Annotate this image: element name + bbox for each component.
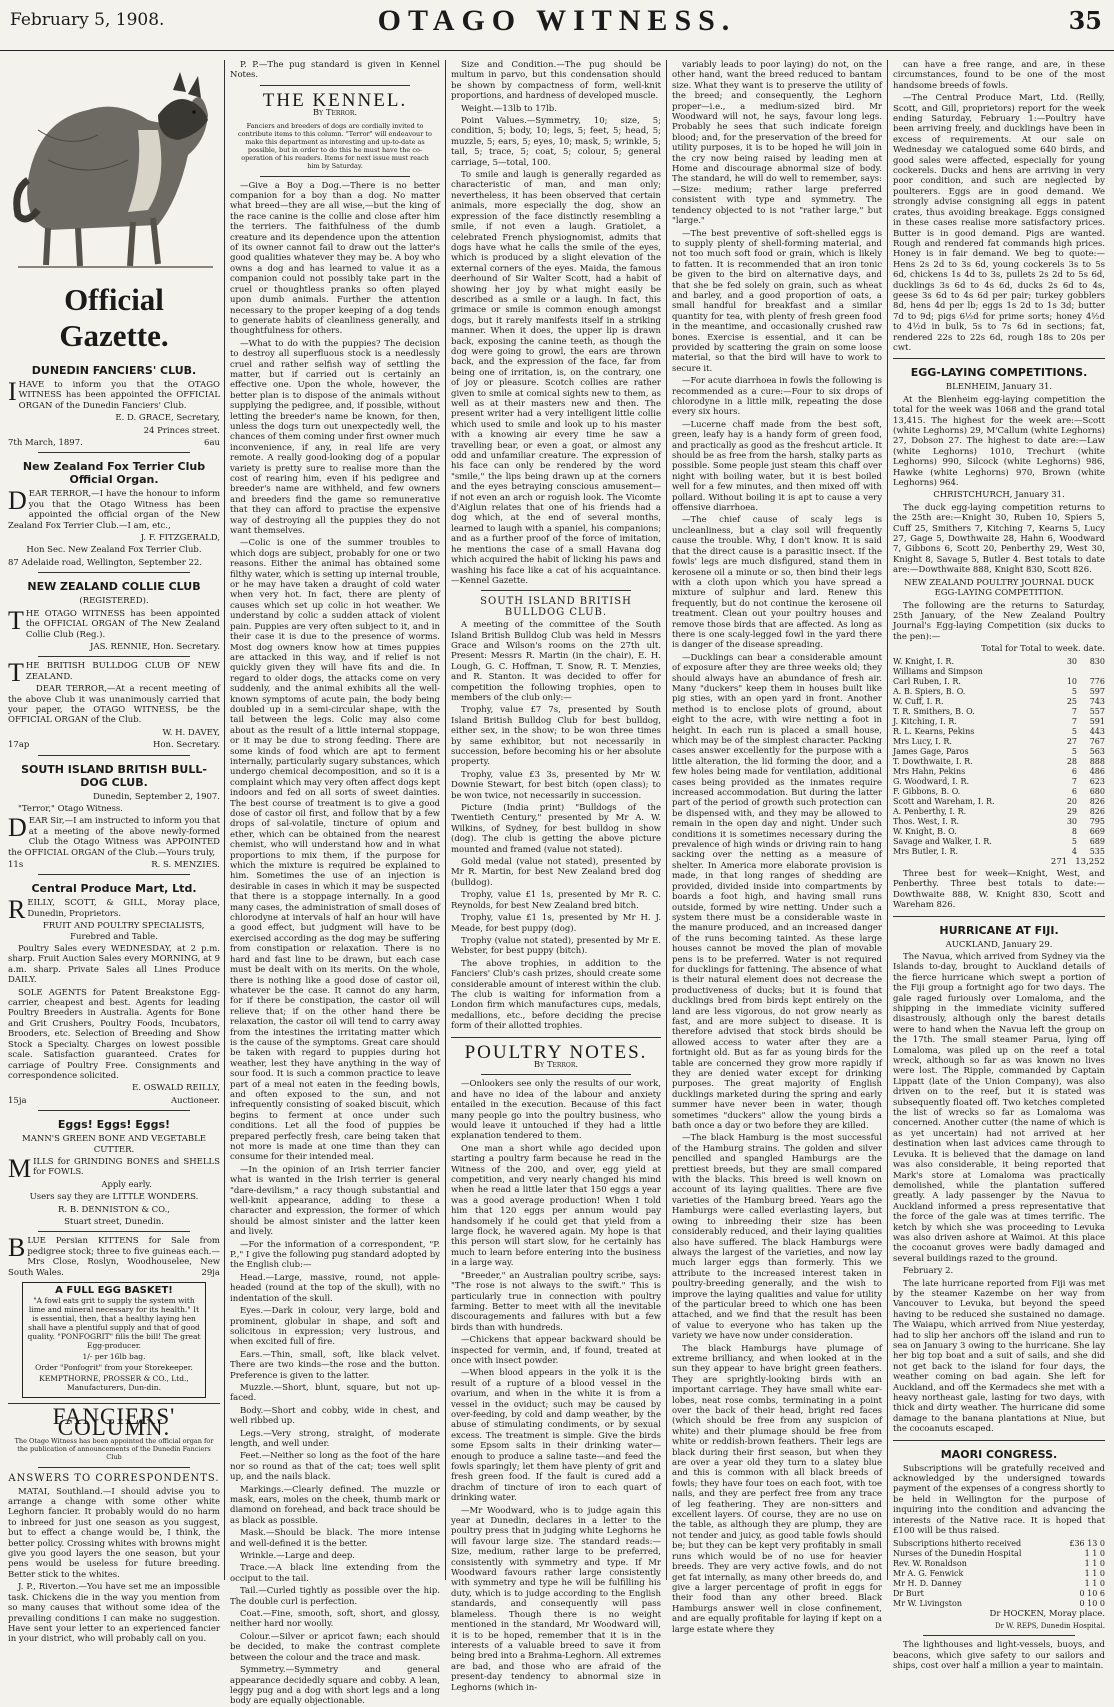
table-row [893,737,1105,747]
kennel-paragraph: —For the information of a correspondent, "P. P.," I give the following pug standard adopted by the English club:— [230,1239,440,1271]
collie-club-notice: THE OTAGO WITNESS has been appointed the OFFICIAL ORGAN of The New Zealand Collie Club (Reg.). [8,605,220,640]
cell-value: 1 1 0 [1084,1548,1105,1558]
fox-terrier-address: 87 Adelaide road, Wellington, September 22. [8,557,203,568]
cell-value: 689 [1089,836,1105,846]
cell-value: 795 [1089,816,1105,826]
kennel-title: THE KENNEL. [262,89,408,111]
sibdc-paragraph: Trophy (value not stated), presented by Mr E. Webster, for best puppy (bitch). [451,935,661,957]
collie-club-heading: NEW ZEALAND COLLIE CLUB [27,580,201,594]
cell-name: Mr H. D. Danney [893,1578,962,1588]
egg-basket-price: 1/- per 16lb bag. [82,1352,146,1362]
table-row [893,747,1105,757]
table-row [893,657,1105,667]
cell-value: 20 [1066,796,1077,806]
poultry-paragraph: —For acute diarrhoea in fowls the following is recommended as a cure:—Four to six drops of chlorodyne in a little milk, repeating the dose every six hours. [672,376,882,418]
kennel-paragraph: Markings.—Clearly defined. The muzzle or mask, ears, moles on the cheek, thumb mark or diamond on forehead, and back trace should be as black as possible. [230,1484,440,1526]
si-bulldog-to: "Terror," Otago Witness. [18,803,124,814]
cell-value: 8 [1071,826,1077,836]
table-row [893,757,1105,767]
poultry-paragraphs [451,1079,661,1693]
pp-note: P. P.—The pug standard is given in Kennel Notes. [230,60,440,81]
si-bulldog-date: Dunedin, September 2, 1907. [92,791,220,802]
dunedin-club-heading: DUNEDIN FANCIERS' CLUB. [31,364,197,377]
table-row [893,847,1105,857]
cell-value: 557 [1089,706,1105,716]
table-row [893,717,1105,727]
cell-name: Mrs Hahn, Pekins [893,766,966,776]
cell-value: 776 [1089,676,1105,686]
cell-value: 27 [1066,736,1077,746]
egg-laying-heading: EGG-LAYING COMPETITIONS. [910,366,1088,380]
cell-value: 1 1 0 [1084,1578,1105,1588]
christchurch-dateline: CHRISTCHURCH, January 31. [933,490,1065,501]
answers-heading: ANSWERS TO CORRESPONDENTS. [8,1473,220,1485]
eggs-line2: MILLS for GRINDING BONES and SHELLS for FOWLS. [8,1153,220,1183]
duck-competition-table [893,657,1105,857]
collie-dog-image [8,60,220,274]
cell-value: 7 [1071,776,1077,786]
cell-name: W. Knight, B. O. [893,826,957,836]
masthead [0,0,1114,51]
sibdc-paragraph: Trophy, value £3 3s, presented by Mr W. Downie Stewart, for best bitch (open class); to be won twice, not necessarily in succession. [451,769,661,801]
poultry-paragraph: —Mr Woodward, who is to judge again this year at Dunedin, declares in a letter to the poultry press that in judging white Leghorns he will favour large size. The standard reads:—Size, medium, rather large to be preferred, consistently with symmetry and type. If Mr Woodward favours rather large consistently with symmetry and type he will be fulfilling his duty, which is to judge according to the English standards, and consequently will pass blameless. Though there is no weight mentioned in the standard, Mr Woodward will, it is to be hoped, remember that it is in the interests of a valuable breed to save it from being bred into a Brahma-Leghorn. All extremes are bad, and those who are afraid of the present-day tendency to abnormal size in Leghorns (which in- [451,1505,661,1693]
cell-name: Savage and Walker, I. R. [893,836,992,846]
cpm-code: 15ja Auctioneer. [8,1095,220,1106]
cell-value: 597 [1089,686,1105,696]
eggs-line3: Apply early. [101,1179,152,1190]
eggs-line1: MANN'S GREEN BONE AND VEGETABLE CUTTER. [22,1134,206,1155]
hurricane-paragraphs [893,952,1105,1435]
sibdc-paragraph: A meeting of the committee of the South Island British Bulldog Club was held in Messrs Grace and Wilson's rooms on the 27th ult. Present: Messrs R. Martin (in the chair), E. H. Lough, G. C. Hoffman, T. Snow, R. T. Menzies, and R. Stanton. It was decided to offer for competition the following trophies, open to members of the club only:— [451,620,661,703]
blenheim-report: At the Blenheim egg-laying competition the total for the week was 1068 and the grand total 13,415. The highest for the week are:—Scott (white Leghorns) 29, M'Callum (white Leghorns) 27, Dobson 27. The highest to date are:—Law (white Leghorns) 1010, Trechurt (white Leghorns) 990, Silcock (white Leghorns) 986, Hawke (white Leghorns) 970, Brown (white Leghorns) 964. [893,394,1105,489]
cell-name: R. L. Kearns, Pekins [893,726,975,736]
sibdc-heading: SOUTH ISLAND BRITISH BULLDOG CLUB. [480,596,632,618]
column-2 [230,60,440,1707]
fox-terrier-title: Hon Sec. New Zealand Fox Terrier Club. [26,545,202,556]
cell-value: 888 [1089,756,1105,766]
cpm-heading: Central Produce Mart, Ltd. [31,882,197,896]
si-bulldog-signature: 11s R. S. MENZIES. [8,860,220,870]
poultry-paragraph: —Lucerne chaff made from the best soft, green, leafy hay is a handy form of green food, and practically as good as the freshcut article. It should be as free from the harsh, stalky parts as possible. Some people just steam this chaff over night with boiling water, but it is best boiled well for a few minutes, and then mixed off with pollard. Without boiling it is apt to cause a very offensive diarrhoea. [672,419,883,514]
poultry-paragraph: "Breeder," an Australian poultry scribe, says: "The rose is not always to the swift." This is particularly true in connection with poultry farming. Better to meet with all the inevitable discouragements and failures with but a few birds than with hundreds. [451,1270,661,1333]
cell-value: 623 [1089,776,1105,786]
kittens-ad: BLUE Persian KITTENS for Sale from pedigree stock; three to five guineas each.—Mrs Close, Roslyn, Woodhouselee, New South Wales. 29ja [8,1233,220,1278]
column-1 [8,60,220,1645]
bulldog-code: 17ap Hon. Secretary. [8,740,220,751]
si-bulldog-notice: DEAR Sir,—I am instructed to inform you that at a meeting of the above newly-formed Club the Otago Witness was APPOINTED the OFFICIAL ORGAN of the Club.—Yours truly, [8,813,220,858]
eggs-line5: R. B. DENNISTON & CO., [58,1204,170,1215]
cell-value: 486 [1089,766,1105,776]
subscriptions-table [893,1539,1105,1609]
three-best: Three best for week—Knight, West, and Penberthy. Three best totals to date:—Dowthwaite 888, W. Knight 830, Scott and Wareham 826. [893,868,1105,911]
hurricane-dateline: AUCKLAND, January 29. [945,939,1053,950]
cell-value: 443 [1089,726,1105,736]
cell-name: T. Dowthwaite, I. R. [893,756,973,766]
sibdc-paragraphs [451,620,661,1031]
cell-value: 535 [1089,846,1105,856]
pug-standard-continued [451,60,661,586]
maori-signature-2: Dr W. REPS, Dunedin Hospital. [995,1621,1105,1630]
cell-name: Scott and Wareham, I. R. [893,796,995,806]
cell-value: 25 [1066,696,1077,706]
cell-value: 680 [1089,786,1105,796]
dunedin-club-notice: IHAVE to inform you that the OTAGO WITNESS has been appointed the OFFICIAL ORGAN of the Dunedin Fanciers' Club. [8,377,220,411]
column-4 [672,60,883,1635]
cell-name: Subscriptions hitherto received [893,1538,1022,1548]
sibdc-paragraph: Picture (India print) "Bulldogs of the Twentieth Century," presented by Mr A. W. Wilkins, of Sydney, for best bulldog in show (dog). The club is getting the above picture mounted and framed (value not stated). [451,803,661,855]
answer-jp: J. P., Riverton.—You have set me an impossible task. Chickens die in the way you mention from so many causes that without some idea of the prevailing conditions I can make no suggestion. Have sent your letter to an experienced fancier in your district, who will probably call on you. [8,1582,220,1645]
issue-date: February 5, 1908. [10,10,165,30]
cell-value: 591 [1089,716,1105,726]
cell-name: Thos. West, I. R. [893,816,960,826]
table-row [893,1599,1105,1609]
column-rule [224,60,225,1580]
cell-name: Mrs Lucy, I. R. [893,736,952,746]
cell-value: 669 [1089,826,1105,836]
nzpj-col-head: Total for Total to week. date. [981,644,1105,655]
poultry-paragraph: —When blood appears in the yolk it is the result of a rupture of a blood vessel in the ovarium, and when in the white it is from a vessel in the oviduct; such may be caused by over-feeding, by cold and damp weather, by the abuse of stimulating condiments, or by sexual excess. The treatment is simple. Give the birds some Epsom salts in their drinking water—enough to produce a saline taste—and feed the fowls sparingly; let them have plenty of grit and fresh green food. If the fault is cured add a drachm of tincture of iron to each quart of drinking water. [451,1368,661,1504]
dunedin-address: 24 Princes street. [143,425,220,436]
table-row [893,677,1105,687]
table-row [893,707,1105,717]
kennel-paragraph: Trace.—A black line extending from the occiput to the tail. [230,1563,440,1584]
table-row [893,1589,1105,1599]
cell-value: 1 1 0 [1084,1558,1105,1568]
table-row [893,787,1105,797]
sibdc-paragraph: Trophy, value £1 1s, presented by Mr H. J. Meade, for best puppy (dog). [451,913,661,934]
blenheim-dateline: BLENHEIM, January 31. [945,382,1053,393]
maori-congress-body: Subscriptions will be gratefully received and acknowledged by the undersigned towards payment of the expenses of a congress shortly to be held in Wellington for the purpose of inquiring into the condition and advancing the interests of the Native race. It is hoped that £100 will be thus raised. [893,1463,1105,1537]
poultry-continued [672,60,882,1635]
market-paragraph: can have a free range, and are, in these circumstances, found to be one of the most handsome breeds of fowls. [893,60,1105,91]
lighthouse-note: The lighthouses and light-vessels, buoys, and beacons, which give safety to our sailors and ships, cost over half a million a year to maintain. [893,1640,1105,1672]
cell-name: Williams and Simpson [893,666,983,676]
cell-value: 0 10 6 [1079,1588,1105,1598]
cell-name: W. Cuff, I. R. [893,696,944,706]
cpm-agents: SOLE AGENTS for Patent Breakstone Egg-carrier, cheapest and best. Agents for leading Poultry Breeders in Australia. Agents for Bone and Grit Crushers, Poultry Foods, Incubators, Brooders, etc. Selection of Breeding and Show Stock a Specialty. Charges on lowest possible scale. Satisfaction guaranteed. Crates for carriage of Poultry Free. Consignments and correspondence solicited. [8,987,220,1081]
hurricane-paragraph: The late hurricane reported from Fiji was met by the steamer Kazembe on her way from Vancouver to Levuka, but beyond the speed having to be reduced she sustained no damage. The Waiapu, which arrived from Niue yesterday, had to slip her anchors off the island and run to sea on January 3 owing to the hurricane. She lay her big top boat and a suit of sails, and she did not get back to the island for four days, the weather coming on bad again. She left for Auckland, and off the Kermadecs she met with a heavy northeast gale, lasting for two days, with thick and dirty weather. The hurricane did some damage to the banana plantations at Niue, but the cocoanuts escaped. [893,1278,1105,1435]
poultry-byline: By Terror. [533,1059,579,1070]
column-3 [451,60,661,1693]
sibdc-paragraph: Trophy, value £1 1s, presented by Mr R. C. Reynolds, for best New Zealand bred bitch. [451,890,661,911]
kennel-paragraph: Body.—Short and cobby, wide in chest, and well ribbed up. [230,1405,440,1427]
cell-value: 5 [1071,686,1077,696]
cell-name: J. Kitching, I. R. [893,716,957,726]
market-paragraph: —The Central Produce Mart, Ltd. (Reilly, Scott, and Gill, proprietors) report for the week ending Saturday, February 1:—Poultry have been arriving freely, and ducklings have been in excess of requirements. At our sale on Wednesday we catalogued some 640 birds, and good sales were affected, especially for young cockerels. Ducks and hens are arriving in very poor condition, and such are neglected by poulterers. Eggs are in good demand. We strongly advise consigning all eggs in patent crates, thus avoiding breakage. Eggs consigned in these cases realise more satisfactory prices. Butter is in good demand. Pigs are wanted. Rough and rendered fat commands high prices. Honey is in fair demand. We beg to quote:—Hens 2s 2d to 3s 6d, young cockerels 3s to 5s 6d, chickens 1s 4d to 3s, pullets 2s 2d to 5s 6d, ducklings 3s 6d to 4s 6d, ducks 2s 6d to 4s, geese 3s 6d to 4s 6d per pair; turkey gobblers 8d, hens 4d per lb; eggs 1s 2d to 1s 3d; butter 7d to 9d; pigs 6½d for prime sorts; honey 4½d to 4½d in bulk, 5s to 7s 6d in sections; fat, rendered 22s to 22s 6d, rough 18s to 20s per cwt. [893,93,1105,353]
poultry-paragraph: One man a short while ago decided upon starting a poultry farm because he read in the Witness of the 200, and over, egg yield at competition, and very nearly changed his mind when he read a little later that 150 eggs a year was a good average production! When I told him that 120 eggs per annum would pay handsomely if he could get that yield from a large flock, he wavered again. My hope is that this person will start slow, for he certainly has much to learn before entering into the business in a large way. [451,1143,661,1269]
kennel-paragraph: Muzzle.—Short, blunt, square, but not up-faced. [230,1382,440,1404]
cell-value: 7 [1071,706,1077,716]
cell-name: Rev. W. Ronaldson [893,1558,967,1568]
kennel-paragraph: Head.—Large, massive, round, not apple-headed (round at the top of the skull), with no indentation of the skull. [230,1272,440,1304]
bulldog-club-heading: THE BRITISH BULLDOG CLUB OF NEW ZEALAND. [8,658,220,688]
poultry-paragraph: —Ducklings can bear a considerable amount of exposure after they are three weeks old; they should always have an abundance of fresh air. Many "duckers" keep them in houses built like pig sties, with an open yard in front. Another method is to enclose plots of ground, about eight to the acre, with wire netting a foot in height. In each run is placed a small house, which may be of the simplest character. Packing cases answer excellently for the purpose with a little alteration, the lid forming the door, and a few holes being made for ventilation, additional cases being provided as the inmates require increased accommodation. But during the latter part of the period of growth such protection can be dispensed with, and they may be allowed to remain in the open day and night. Under such conditions it is sometimes necessary during the prevalence of high winds or driving rain to hang sacking over the netting as a measure of shelter. In America more elaborate provision is made, in that long ranges of shedding are provided, divided inside into compartments by boards a foot high, and having small runs outside, formed by wire netting. Under such a system there must be a considerable waste in the manure produced, and an increased danger of the runs becoming tainted. As these large houses cannot be moved the plan of movable pens is to be preferred. Water is not required for ducklings for fattening. The absence of what is their natural element does not decrease the productiveness of ducks; but it is found that ducklings bred from birds kept entirely on the land are less vigorous, do not grow nearly as fast, and are more subject to disease. It is therefore advised that stock birds should be allowed access to water after they are a fortnight old. But as far as young birds for the table are concerned they grow more rapidly if they are denied water except for drinking purposes. The great majority of English ducklings marketed during the spring and early summer have never been in water, though sometimes "duckers" allow the young birds a bath once a day or two before they are killed. [672,652,882,1132]
column-rule [445,60,446,1580]
table-row [893,827,1105,837]
table-row [893,1569,1105,1579]
cell-name: A. Penberthy, I. R. [893,806,967,816]
cell-value: 826 [1089,796,1105,806]
cell-value: 30 [1066,816,1077,826]
fox-terrier-heading: New Zealand Fox Terrier Club Official Organ. [22,460,206,487]
cell-value: 0 10 0 [1079,1598,1105,1608]
cell-value [1077,667,1105,677]
cell-value: 5 [1071,836,1077,846]
cell-value: 5 [1071,746,1077,756]
fox-terrier-signature: J. F. FITZGERALD, [140,533,220,544]
cell-value: 743 [1089,696,1105,706]
cell-value: 826 [1089,806,1105,816]
poultry-paragraph: variably leads to poor laying) do not, on the other hand, want the breed reduced to bantam size. What they want is to preserve the utility of the breed; and consequently, the Leghorn proper—i.e., a medium-sized bird. Mr Woodward will not, he says, favour long legs. Probably he sees that such indicate foreign blood; and, for the preservation of the breed for utility purposes, it is to be hoped he will join in the cry now being raised by leading men at Home and discourage abnormal size of body. The standard, he will do well to remember, says:—Size: medium; rather large preferred consistent with type and symmetry. The tendency objected to is not "rather large," but "large." [672,60,882,227]
cell-value: 6 [1071,766,1077,776]
egg-basket-body: "A fowl eats grit to supply the system with lime and mineral necessary for its health." It is essential, then, that a healthy laying hen shall have a plentiful supply and that of good quality. "PONFOGRIT" fills the bill! The great Egg-producer. [27,1296,201,1351]
hamburg-and-market [893,60,1105,353]
cpm-signature: E. OSWALD REILLY, [132,1083,220,1094]
table-row [893,727,1105,737]
egg-basket-title: A FULL EGG BASKET! [55,1285,173,1296]
poultry-paragraph: —Chickens that appear backward should be inspected for vermin, and, if found, treated at once with insect powder. [451,1335,661,1366]
kennel-paragraph: To smile and laugh is generally regarded as characteristic of man, and man only; nevertheless, it has been observed that certain animals, more especially the dog, show an expression of the face distinctly resembling a smile, if not even a laugh. Gratiolet, a celebrated French physiognomist, admits that dogs have what he calls the smile of the eyes, which is produced by a slight elevation of the external corners of the eyes. Maida, the famous deerhound of Sir Walter Scott, had a habit of showing her joy by what might easily be described as a smile or a laugh. In fact, this grimace or smile is common enough amongst dogs, but it rarely manifests itself in a striking manner. When it does, the upper lip is drawn back, exposing the canine teeth, as though the dog were going to growl, the ears are thrown back, and the expression of the face, far from being one of irritation, is, on the contrary, one of joy or pleasure. Scotch collies are rather given to smile at comical sights new to them, as well as at their masters new and then. The present writer had a very intelligent little collie which used to smile and look up to his master with a knowing air every time he saw a travelling bear, or even a goat, or almost any odd and unfamiliar creature. The expression of his face can only be rendered by the word "smile," the lips being drawn up at the corners and the eyes betraying conscious amusement—if not even an arch or roguish look. The Vicomte d'Aiglun relates that one of his friends had a dog which, at the end of several months, learned to laugh with a spaniel, his companions; and as a further proof of the force of imitation, he mentions the case of a small Havana dog which acquired the habit of licking his paws and washing his face like a cat of his acquaintance.—Kennel Gazette. [451,170,661,586]
kennel-paragraph: Ears.—Thin, small, soft, like black velvet. There are two kinds—the rose and the button. Preference is given to the latter. [230,1349,440,1381]
kennel-byline: By Terror. [312,108,358,119]
cell-value: 1 1 0 [1084,1568,1105,1578]
cell-name: Dr Burt [893,1588,924,1598]
cell-value: 6 [1071,786,1077,796]
poultry-paragraph: —Onlookers see only the results of our work, and have no idea of the labour and anxiety entailed in the execution. Because of this fact many people go into the poultry business, who would leave it untouched if they had a little explanation tendered to them. [451,1079,661,1142]
kennel-paragraph: Feet.—Neither so long as the foot of the hare nor so round as that of the cat; toes well split up, and the nails black. [230,1451,440,1483]
kennel-paragraph: Colour.—Silver or apricot fawn; each should be decided, to make the contrast complete between the colour and the trace and mask. [230,1631,440,1663]
cell-value: 7 [1071,716,1077,726]
maori-congress-heading: MAORI CONGRESS. [940,1447,1058,1461]
cell-name: James Gage, Paros [893,746,969,756]
poultry-paragraph: —The chief cause of scaly legs is uncleanliness, but a clay soil will frequently cause the trouble. Why, I don't know. It is said that the direct cause is a parasitic insect. If the fowls' legs are much disfigured, stand them in kerosene oil a minute or so, then bind their legs with a cloth upon which you have spread a mixture of sulphur and lard. Renew this frequently, but do not continue the kerosene oil treatment. Clean out your poultry houses and remove those birds that are affected. As long as there is one scaly-legged fowl in the yard there is danger of the disease spreading. [672,515,882,651]
duck-table-totals: 271 13,252 [1050,856,1105,867]
page-number: 35 [1068,6,1102,35]
kennel-paragraph: —In the opinion of an Irish terrier fancier what is wanted in the Irish terrier is general "dare-devilism," a racy though substantial and well-knit appearance, adding to these a character and expression, the former of which should be almost sinister and the latter keen and lively. [230,1164,440,1238]
poultry-paragraph: The black Hamburgs have plumage of extreme brilliancy, and when looked at in the sun they appear to have bright green feathers. They are sprightly-looking birds with an important carriage. They have small white ear-lobes, neat rose combs, terminating in a point over the back of their head, bright red faces (which should be free from any suspicion of white) and their plumage should be free from white or reddish-brown feathers. Their legs are black during their first season, but when they are over a year old they turn to a slatey blue and this is common with all black breeds of fowls; they have four toes on each foot, with toe nails, and they are perfect free from any trace of leg feathering. They are non-sitters and excellent layers. Of course, they are no use on the table, as although they are plump, they are not tender and juicy, as good table fowls should be; but they can be kept very profitably in small runs which would be of no use for heavier breeds. They are very active fowls, and do not get fat internally, as many other breeds do, and give a larger percentage of profit in eggs for their food than any other breed. Black Hamburgs answer well in close confinement, and are equally profitable for laying if kept on a large estate where they [672,1343,882,1635]
table-row [893,667,1105,677]
kennel-paragraph: Wrinkle.—Large and deep. [240,1551,355,1562]
cell-value: 563 [1089,746,1105,756]
kennel-paragraph: Eyes.—Dark in colour, very large, bold and prominent, globular in shape, and soft and solicitous in expression; very lustrous, and when excited full of fire. [230,1306,440,1348]
kennel-paragraphs [230,181,440,1707]
kennel-paragraph: Legs.—Very strong, straight, of moderate length, and well under. [230,1428,440,1449]
cell-name: Mrs Butler, I. R. [893,846,959,856]
cell-name: Nurses of the Dunedin Hospital [893,1548,1022,1558]
nzpj-body: The following are the returns to Saturday, 25th January, of the New Zealand Poultry Journal's Egg-laying Competition (six ducks to the pen):— [893,600,1105,642]
column-rule [666,60,667,1580]
kennel-note: Fanciers and breeders of dogs are cordially invited to contribute items to this column. "Terror" will endeavour to make this department as interesting and up-to-date as possible, but in order to do this he must have the co-operation of his readers. Items for next issue must reach him by Saturday. [238,121,432,170]
cell-name: G. Woodward, I. R. [893,776,970,786]
kennel-paragraph: Symmetry.—Symmetry and general appearance decidedly square and cobby. A lean, leggy pug and a dog with short legs and a long body are equally objectionable. [230,1665,440,1707]
hurricane-paragraph: February 2. [903,1266,954,1277]
egg-basket-order: Order "Ponfogrit" from your Storekeeper. [35,1363,193,1373]
column-rule [887,60,888,1580]
sibdc-paragraph: The above trophies, in addition to the Fanciers' Club's cash prizes, should create some considerable amount of interest within the club. The club is waiting for information from a London firm which manufactures cups, medals, medallions, etc., before deciding the precise form of their allotted trophies. [451,958,661,1032]
bulldog-club-notice: DEAR TERROR,—At a recent meeting of the above Club it was unanimously carried that your paper, the OTAGO WITNESS, be the OFFICIAL ORGAN of the Club. [8,684,220,726]
collie-illustration [8,60,220,274]
kennel-paragraph: Size and Condition.—The pug should be multum in parvo, but this condensation should be shown by compactness of form, well-knit proportions, and hardness of developed muscle. [451,60,661,102]
eggs-heading: Eggs! Eggs! Eggs! [57,1118,171,1132]
cell-value: 10 [1066,676,1077,686]
collie-signature: JAS. RENNIE, Hon. Secretary. [90,641,220,652]
table-row [893,817,1105,827]
cell-value [1049,667,1077,677]
table-row [893,797,1105,807]
collie-club-sub: (REGISTERED). [79,596,149,607]
cell-value: 30 [1066,656,1077,666]
dunedin-signature: E. D. GRACE, Secretary, [115,413,220,424]
egg-basket-agents: KEMPTHORNE, PROSSER & CO., Ltd., Manufacturers, Dun-din. [39,1374,189,1393]
table-row [893,837,1105,847]
kennel-paragraph: Point Values.—Symmetry, 10; size, 5; condition, 5; body, 10; legs, 5; feet, 5; head, 5; muzzle, 5; ears, 5; eyes, 10; mask, 5; wrinkle, 5; tail, 5; trace, 5; coat, 5; colour, 5; general carriage, 5—total, 100. [451,116,661,168]
cell-name: F. Gibbons, B. O. [893,786,961,796]
cpm-proprietors: REILLY, SCOTT, & GILL, Moray place, Dunedin, Proprietors. [8,895,220,925]
nzpj-heading: NEW ZEALAND POULTRY JOURNAL DUCK EGG-LAYING COMPETITION. [904,577,1094,599]
cell-value: £36 13 0 [1069,1538,1105,1548]
maori-signature: Dr HOCKEN, Moray place. [989,1608,1105,1619]
cell-value: 4 [1071,846,1077,856]
cell-name: W. Knight, I. R. [893,656,954,666]
hurricane-heading: HURRICANE AT FIJI. [939,923,1059,937]
eggs-line6: Stuart street, Dunedin. [64,1216,164,1227]
table-row [893,767,1105,777]
cell-value: 5 [1071,726,1077,736]
cell-name: Mr W. Livingston [893,1598,962,1608]
cell-name: Mr A. G. Fenwick [893,1568,964,1578]
cell-value: 767 [1089,736,1105,746]
column-5 [893,60,1105,1672]
kennel-paragraph: Weight.—13lb to 17lb. [461,103,557,114]
newspaper-title: OTAGO WITNESS. [377,4,737,37]
table-row [893,1549,1105,1559]
hurricane-paragraph: The Navua, which arrived from Sydney via the Islands to-day, brought to Auckland details of the fierce hurricane which swept a portion of the Fiji group a fortnight ago for two days. The gale raged furiously over Lomaloma, and the shipping in the immediate vicinity suffered disastrously, although only the barest details were to hand when the Navua left the group on the 17th. The small steamer Parua, lying off Lomaloma, was piled up on the reef a total wreck, although so far as was known no lives were lost. The Ripple, commanded by Captain Lippatt (late of the Union Company), was also driven on to the reef, but it is stated was subsequently floated off. Two ketches completed the list of wrecks so far as Lomaloma was concerned. Another cutter (the name of which is as yet uncertain) had not arrived at her destination when last advices came through to Levuka. It is believed that the damage on land was also considerable, it being reported that Mark's store at Lomaloma was practically demolished, while the plantation suffered greatly. A lady passenger by the Navua to Auckland informed a press representative that the force of the gale was at times terrific. The ketch by which she was proceeding to Levuka was also driven ashore at Waimoi. At this place the cocoanut groves were badly damaged and several buildings razed to the ground. [893,951,1105,1264]
official-gazette-title: Official Gazette. [59,282,169,353]
cpm-specialists: FRUIT AND POULTRY SPECIALISTS, Furebred and Table. [42,921,205,942]
kennel-paragraph: —Colic is one of the summer troubles to which dogs are subject, probably for one or two reasons. Either the animal has obtained some filthy water, which is setting up internal trouble, or he may have taken a draught of cold water when very hot. In fact, there are plenty of causes which set up colic in hot weather. We understand by colic a sudden attack of violent pain. Puppies are very often subject to it, and in their case it is due to the presence of worms. Most dog owners know how at times puppies are attacked in this way, and if relief is not quickly given they will have fits and die. In regard to older dogs, the attacks come on very suddenly, and the animal exhibits all the well-known symptoms of acute pain, the body being doubled up in a semi-circular shape, with the tail between the legs. Colic may also come about as the result of a little internal stoppage, or it may be due to strong feeding. There are some kinds of food which are apt to ferment internally, particularly sugary substances, which undergo chemical decomposition, and so it is a complaint which may very often affect dogs kept indoors and fed on all sorts of sweet dainties. The best course of treatment is to give a good dose of castor oil first, and follow that by a few drops of sal-volatile, tincture of opium and ether, which can be obtained from the nearest chemist, who will understand how and in what proportions to mix them, if the purpose for which the mixture is required be explained to him. Sometimes the use of an injection is desirable in cases in which it may be suspected that there is a stoppage internally. In a good many cases, the administration of small doses of chlorodyne at intervals of half an hour will have a good effect, but judgment will have to be exercised according as the dog may be suffering from constipation or relaxation. There is no hard and fast line to be drawn, but each case must be dealt with on its merits. On the whole, there is nothing like a good dose of castor oil, whatever be the case. It cannot do any harm, for if there be constipation, the castor oil will relieve that; if on the other hand there be relaxation, the castor oil will tend to carry away from the intestines the irritating matter which is the cause of the symptoms. Great care should be taken with regard to puppies during hot weather, lest they have anything in the way of sour food. It is such a common practice to leave part of a meal not eaten in the feeding bowls, and often exposed to the sun, and not infrequently consisting of soaked biscuit, which begins to ferment at once under such conditions. Let all the food of puppies be prepared perfectly fresh, care being taken that not more is made at one time than they can consume for their intended meal. [230,538,440,1163]
fox-terrier-notice: DEAR TERROR,—I have the honour to inform you that the Otago Witness has been appointed the official organ of the New Zealand Fox Terrier Club.—I am, etc., [8,486,220,531]
table-row [893,777,1105,787]
poultry-notes-title: POULTRY NOTES. [464,1041,648,1063]
table-row [893,807,1105,817]
kennel-paragraph: —Give a Boy a Dog.—There is no better companion for a boy than a dog. No matter what breed—they are all wise,—but the king of the race canine is the collie and close after him the terriers. The faithfulness of the dumb creature and its dependence upon the attention of its owner cannot fail to draw out the latter's good qualities whatever they may be. A boy who owns a dog and has learned to value it as a companion could not possibly take part in the cruel or thoughtless pranks so often played upon dumb animals. Further the attention necessary to the proper keeping of a dog tends to generate habits of cleanliness generally, and thoughtfulness for others. [230,180,440,337]
table-row [893,1559,1105,1569]
cell-name: Carl Ruben, I. R. [893,676,961,686]
table-row [893,687,1105,697]
table-row [893,697,1105,707]
cell-name: A. B. Spiers, B. O. [893,686,966,696]
cell-value: 29 [1066,806,1077,816]
poultry-paragraph: —The best preventive of soft-shelled eggs is to supply plenty of shell-forming material, and not too much soft food or grain, which is likely to fatten. It is recommended that an iron tonic be given to the bird on alternative days, and that she be fed solely on grain, such as wheat and barley, and a good proportion of oats, a small handful for breakfast and a similar quantity for tea, with plenty of fresh green food in the meantime, and occasionally crushed raw bones. Exercise is essential, and it can be provided by scattering the grain on some loose material, so that the bird will have to work to secure it. [672,228,882,374]
cell-name: T. R. Smithers, B. O. [893,706,975,716]
answer-matai: MATAI, Southland.—I should advise you to arrange a change with some other white Leghorn fancier. It probably would do no harm to inbreed for just one season as you suggest, but to effect a change would be, I think, the better policy. Crossing whites with browns might give you good layers the one season, but your pens would be useless for future breeding. Better stick to the whites. [8,1486,220,1580]
christchurch-report: The duck egg-laying competition returns to the 25th are:—Knight 30, Ruben 10, Spiers 5, Cuff 25, Smithers 7, Kitching 7, Kearns 5, Lucy 27, Gage 5, Dowthwaite 28, Hahn 6, Woodward 7, Gibbons 6, Scott 20, Penberthy 29, West 30, Knight 8, Savage 5, Butler 4. Best totals to date are:—Dowthwaite 888, Knight 830, Scott 826. [893,502,1105,576]
cpm-sales: Poultry Sales every WEDNESDAY, at 2 p.m. sharp. Fruit Auction Sales every MORNING, at 9 a.m. sharp. Private Sales all Lines Produce DAILY. [8,944,220,986]
bulldog-signature: W. H. DAVEY, [162,727,220,738]
kennel-paragraph: Mask.—Should be black. The more intense and well-defined it is the better. [230,1528,440,1549]
cell-value: 28 [1066,756,1077,766]
kennel-paragraph: —What to do with the puppies? The decision to destroy all superfluous stock is a needlessly cruel and rather selfish way of settling the matter, but if carried out is certainly an effective one. Upon the whole, however, the better plan is to dispose of the animals without supplying the pedigree, and, if possible, without letting the breeder's name be known, for then, unless the dogs turn out unexpectedly well, the chances of them coming under first owner much inconvenience, if any, in real life are very remote. A really good-looking dog of a popular variety is pretty sure to realise more than the cost of rearing him, even if his pedigree and breeder's name are withheld, and few owners and breeders find the game so remunerative that they can afford to practise the expensive way of destroying all the puppies they do not want themselves. [230,338,440,537]
kennel-paragraph: Coat.—Fine, smooth, soft, short, and glossy, neither hard nor woolly. [230,1609,440,1630]
poultry-paragraph: —The black Hamburg is the most successful of the Hamburg strains. The golden and silver pencilled and spangled Hamburgs are the prettiest breeds, but they are small compared with the blacks. This breed is well known on account of its laying qualities. There are five varieties of the Hamburg breed. Years ago the Hamburgs were called everlasting layers, but owing to inbreeding their size has been considerably reduced, and their laying qualities also have suffered. The black Hamburgs were always the largest of the varieties, and now lay much larger eggs than formerly. This we attribute to the increased interest taken in poultry-breeding generally, and the wish to improve the laying qualities and value for utility of the particular breed to which one has been attached, and we find that the result has been of value to everyone who has taken up the variety we have now under consideration. [672,1133,882,1342]
table-row [893,1579,1105,1589]
sibdc-paragraph: Gold medal (value not stated), presented by Mr R. Martin, for best New Zealand bred dog (bulldog). [451,857,661,888]
eggs-line4: Users say they are LITTLE WONDERS. [29,1192,199,1203]
fanciers-column-title: FANCIERS' COLUMN. [52,1404,176,1440]
si-bulldog-heading: SOUTH ISLAND BRITISH BULL-DOG CLUB. [21,762,207,789]
sibdc-paragraph: Trophy, value £7 7s, presented by South Island British Bulldog Club for best bulldog, either sex, in the show; to be won three times by same exhibitor, but not necessarily in succession, before becoming his or her absolute property. [451,705,661,768]
egg-basket-ad [22,1282,206,1398]
table-row [893,1539,1105,1549]
fanciers-note: The Otago Witness has been appointed the official organ for the publication of announcements of the Dunedin Fanciers Club [14,1437,214,1462]
kennel-paragraph: Tail.—Curled tightly as possible over the hip. The double curl is perfection. [230,1586,440,1607]
cell-value: 830 [1089,656,1105,666]
dunedin-date: 7th March, 1897. 6au [8,438,220,449]
